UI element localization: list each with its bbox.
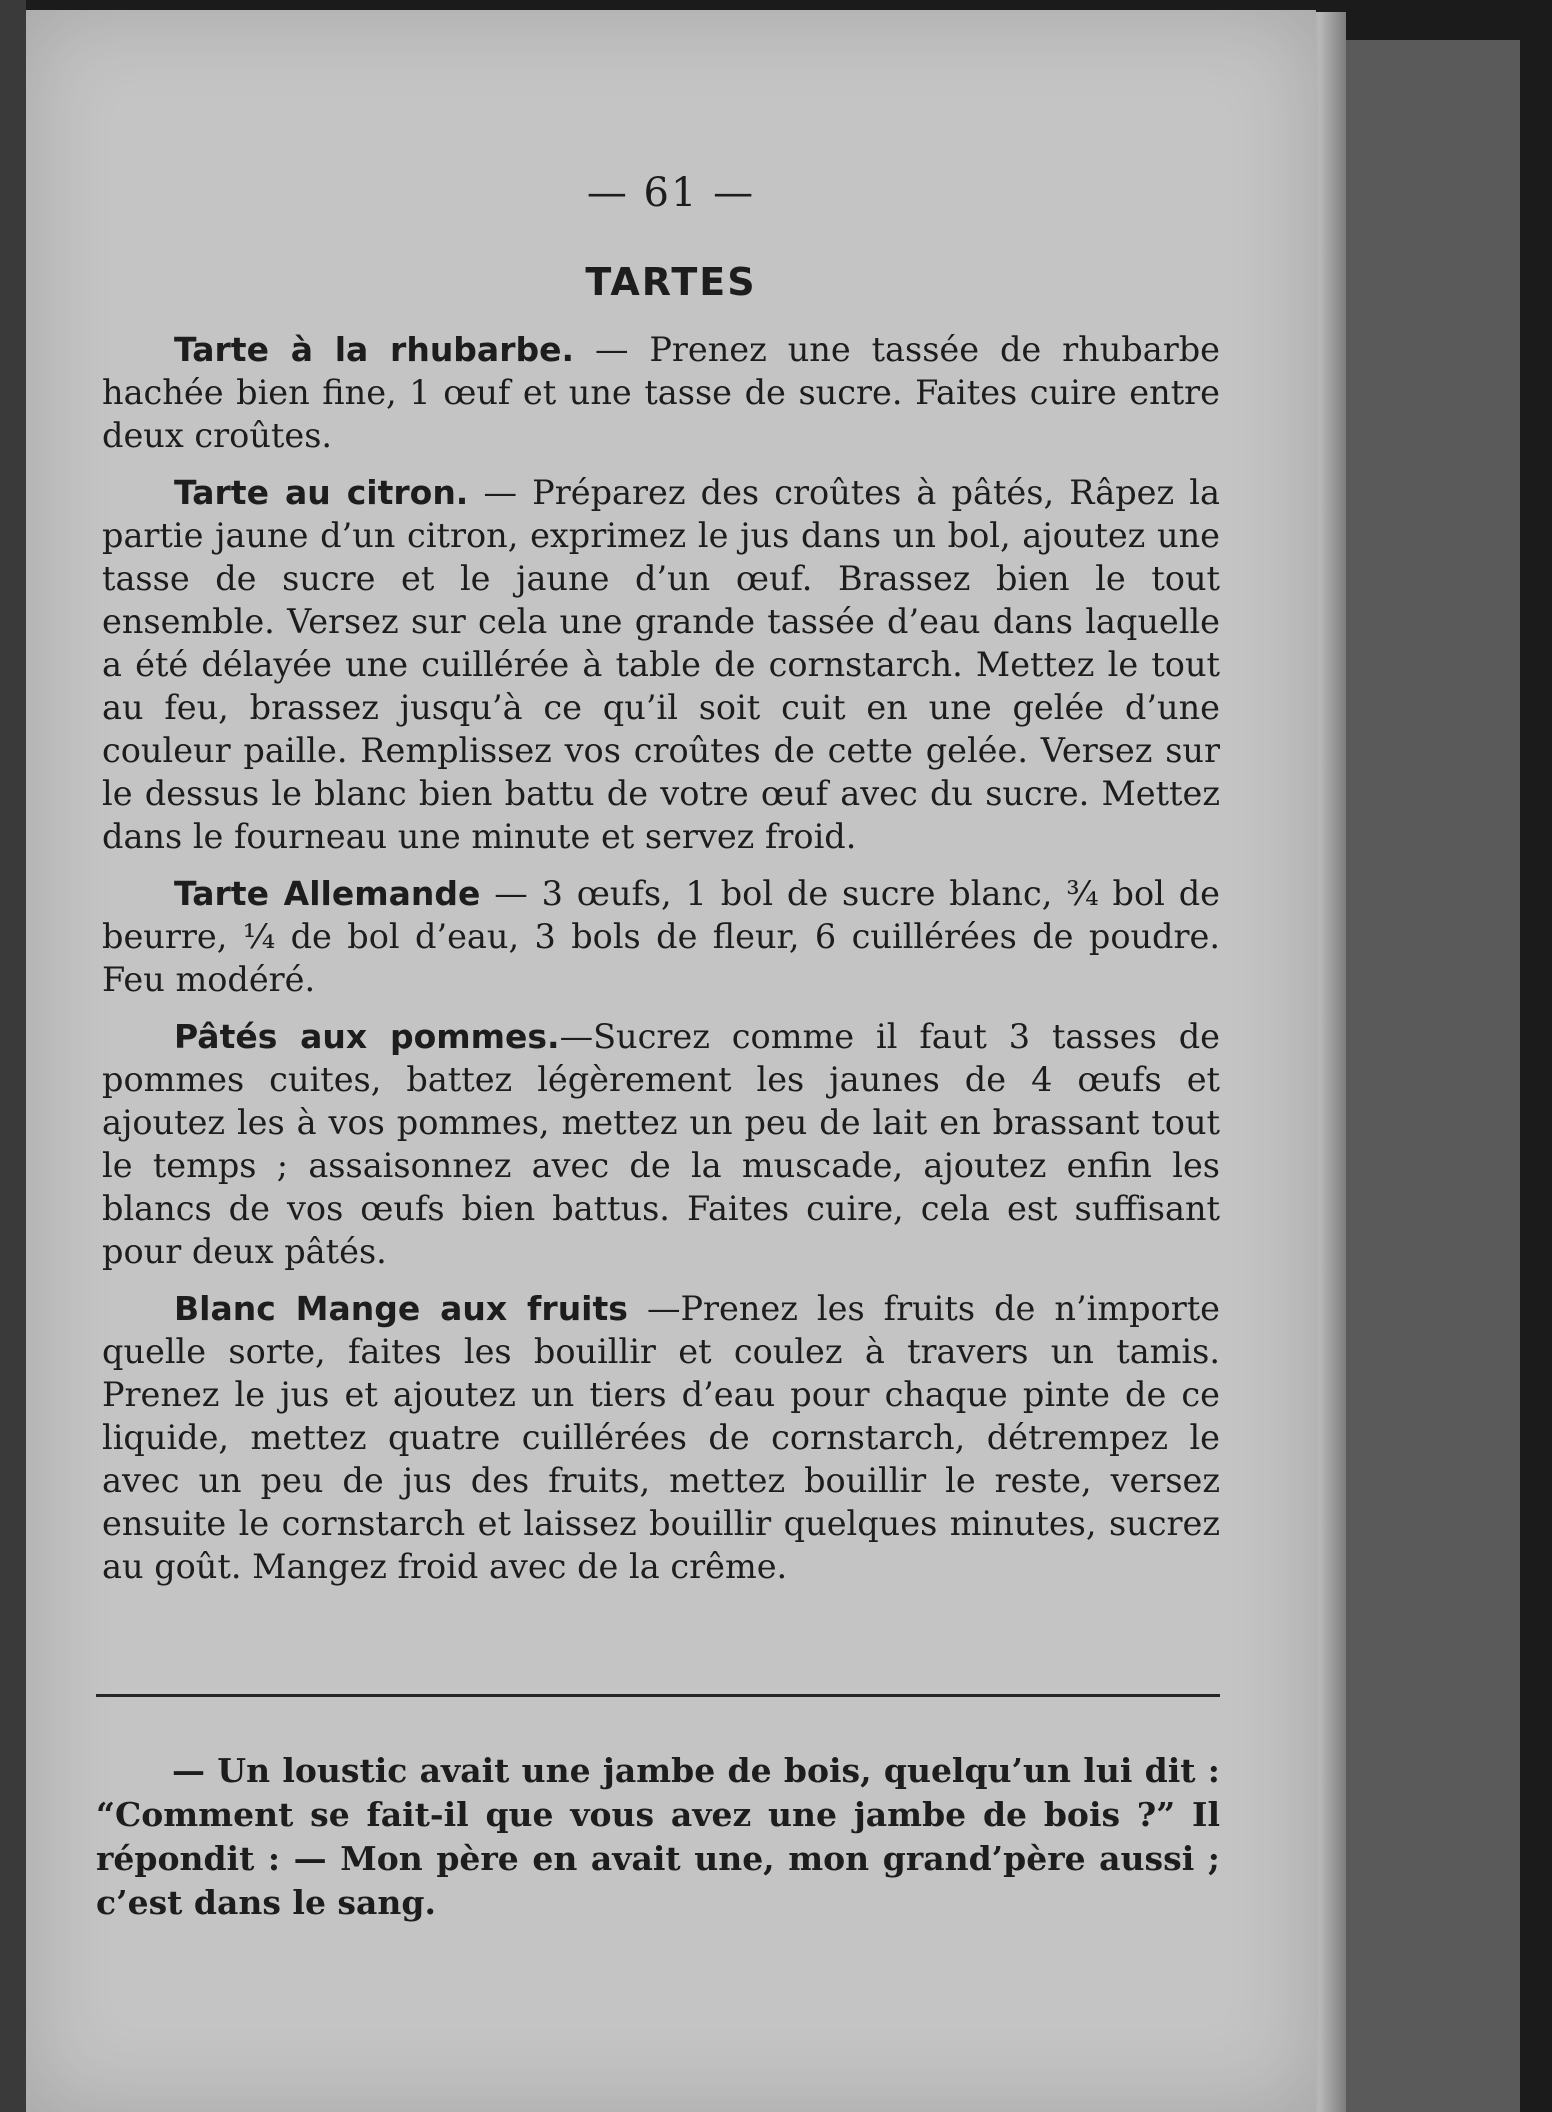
recipe-text: —Prenez les fruits de n’importe quelle sorte, faites les bouillir et coulez à travers un tamis. Prenez le jus et ajoutez un tiers d’eau pour chaque pinte de ce liquide, mettez quatre cuillérées de cornstarch, détrempez le avec un peu de jus des fruits, mettez bouillir le reste, versez ensuite le cornstarch et laissez bouillir quelques minutes, sucrez au goût. Mangez froid avec de la crême. [102,1289,1220,1586]
recipe-text: — Préparez des croûtes à pâtés, Râpez la partie jaune d’un citron, exprimez le jus dans un bol, ajoutez une tasse de sucre et le jaune d’un œuf. Brassez bien le tout ensemble. Versez sur cela une grande tassée d’eau dans laquelle a été délayée une cuillérée à table de cornstarch. Mettez le tout au feu, brassez jusqu’à ce qu’il soit cuit en une gelée d’une couleur paille. Remplissez vos croûtes de cette gelée. Versez sur le dessus le blanc bien battu de votre œuf avec du sucre. Mettez dans le fourneau une minute et servez froid. [102,473,1220,856]
page-number: — 61 — [586,170,756,216]
recipe-title: Blanc Mange aux fruits [174,1289,628,1328]
recipe-list [102,328,1220,1602]
recipe-text: — Prenez une tassée de rhubarbe hachée bien fine, 1 œuf et une tasse de sucre. Faites cuire entre deux croûtes. [102,330,1220,455]
anecdote: — Un loustic avait une jambe de bois, quelqu’un lui dit : “Comment se fait-il que vous avez une jambe de bois ?” Il répondit : — Mon père en avait une, mon grand’père aussi ; c’est dans le sang. [96,1751,1220,1922]
recipe-german-tart [102,872,1220,1001]
recipe-lemon-tart [102,471,1220,858]
section-title: TARTES [585,260,757,304]
recipe-apple-pies [102,1015,1220,1273]
divider-rule [96,1694,1220,1697]
recipe-title: Tarte Allemande [174,874,481,913]
facing-page-edge [0,0,26,2112]
recipe-fruit-blancmange [102,1287,1220,1588]
book-page [26,10,1316,2112]
recipe-title: Pâtés aux pommes. [174,1017,560,1056]
recipe-rhubarb-tart [102,328,1220,457]
recipe-title: Tarte au citron. [174,473,469,512]
recipe-title: Tarte à la rhubarbe. [174,330,575,369]
recipe-text: — 3 œufs, 1 bol de sucre blanc, ¾ bol de beurre, ¼ de bol d’eau, 3 bols de fleur, 6 cuillérées de poudre. Feu modéré. [102,874,1221,999]
recipe-text: —Sucrez comme il faut 3 tasses de pommes cuites, battez légèrement les jaunes de 4 œufs et ajoutez les à vos pommes, mettez un peu de lait en brassant tout le temps ; assaisonnez avec de la muscade, ajoutez enfin les blancs de vos œufs bien battus. Faites cuire, cela est suffisant pour deux pâtés. [102,1017,1220,1271]
